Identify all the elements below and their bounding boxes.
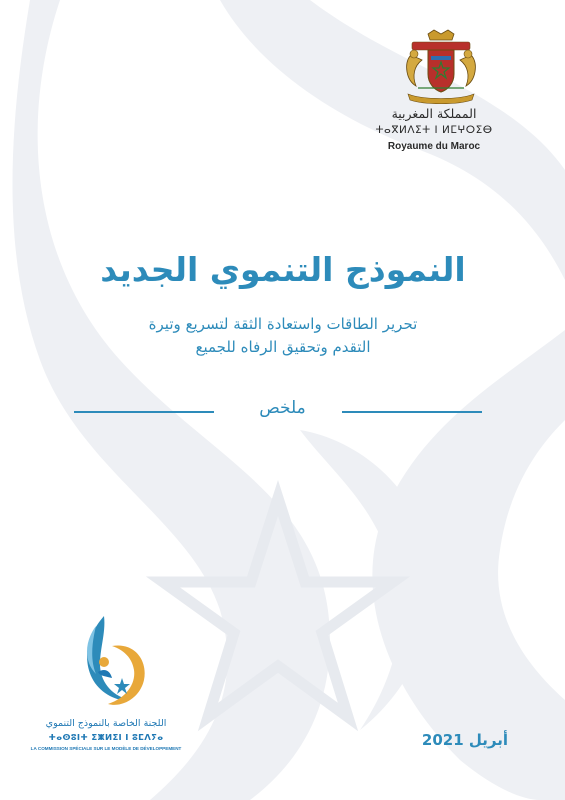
commission-logo-icon	[74, 612, 154, 716]
commission-name-tifinagh: ⵜⴰⵙⵓⵏⵜ ⵉⵥⵍⵉⵏ ⵏ ⵓⵎⴷⵢⴰ	[48, 733, 164, 743]
kingdom-name-arabic: المملكة المغربية	[391, 106, 477, 121]
divider-right	[342, 411, 482, 413]
commission-name-arabic: اللجنة الخاصة بالنموذج التنموي	[45, 718, 167, 729]
coat-of-arms-icon	[398, 28, 484, 106]
report-subtitle	[60, 313, 506, 359]
kingdom-name-tifinagh: ⵜⴰⴳⵍⴷⵉⵜ ⵏ ⵍⵎⵖⵔⵉⴱ	[375, 124, 493, 136]
section-label: ملخص	[259, 398, 306, 418]
watermark-swirl-top	[220, 0, 565, 280]
commission-name-french: LA COMMISSION SPÉCIALE SUR LE MODÈLE DE DÉVELOPPEMENT	[30, 746, 182, 751]
subtitle-line-1: تحرير الطاقات واستعادة الثقة لتسريع وتيرة	[148, 315, 418, 333]
publication-date: أبريل 2021	[421, 731, 508, 749]
report-title: النموذج التنموي الجديد	[100, 250, 466, 289]
kingdom-name-french: Royaume du Maroc	[387, 141, 481, 152]
subtitle-line-2: التقدم وتحقيق الرفاه للجميع	[195, 338, 371, 356]
divider-left	[74, 411, 214, 413]
